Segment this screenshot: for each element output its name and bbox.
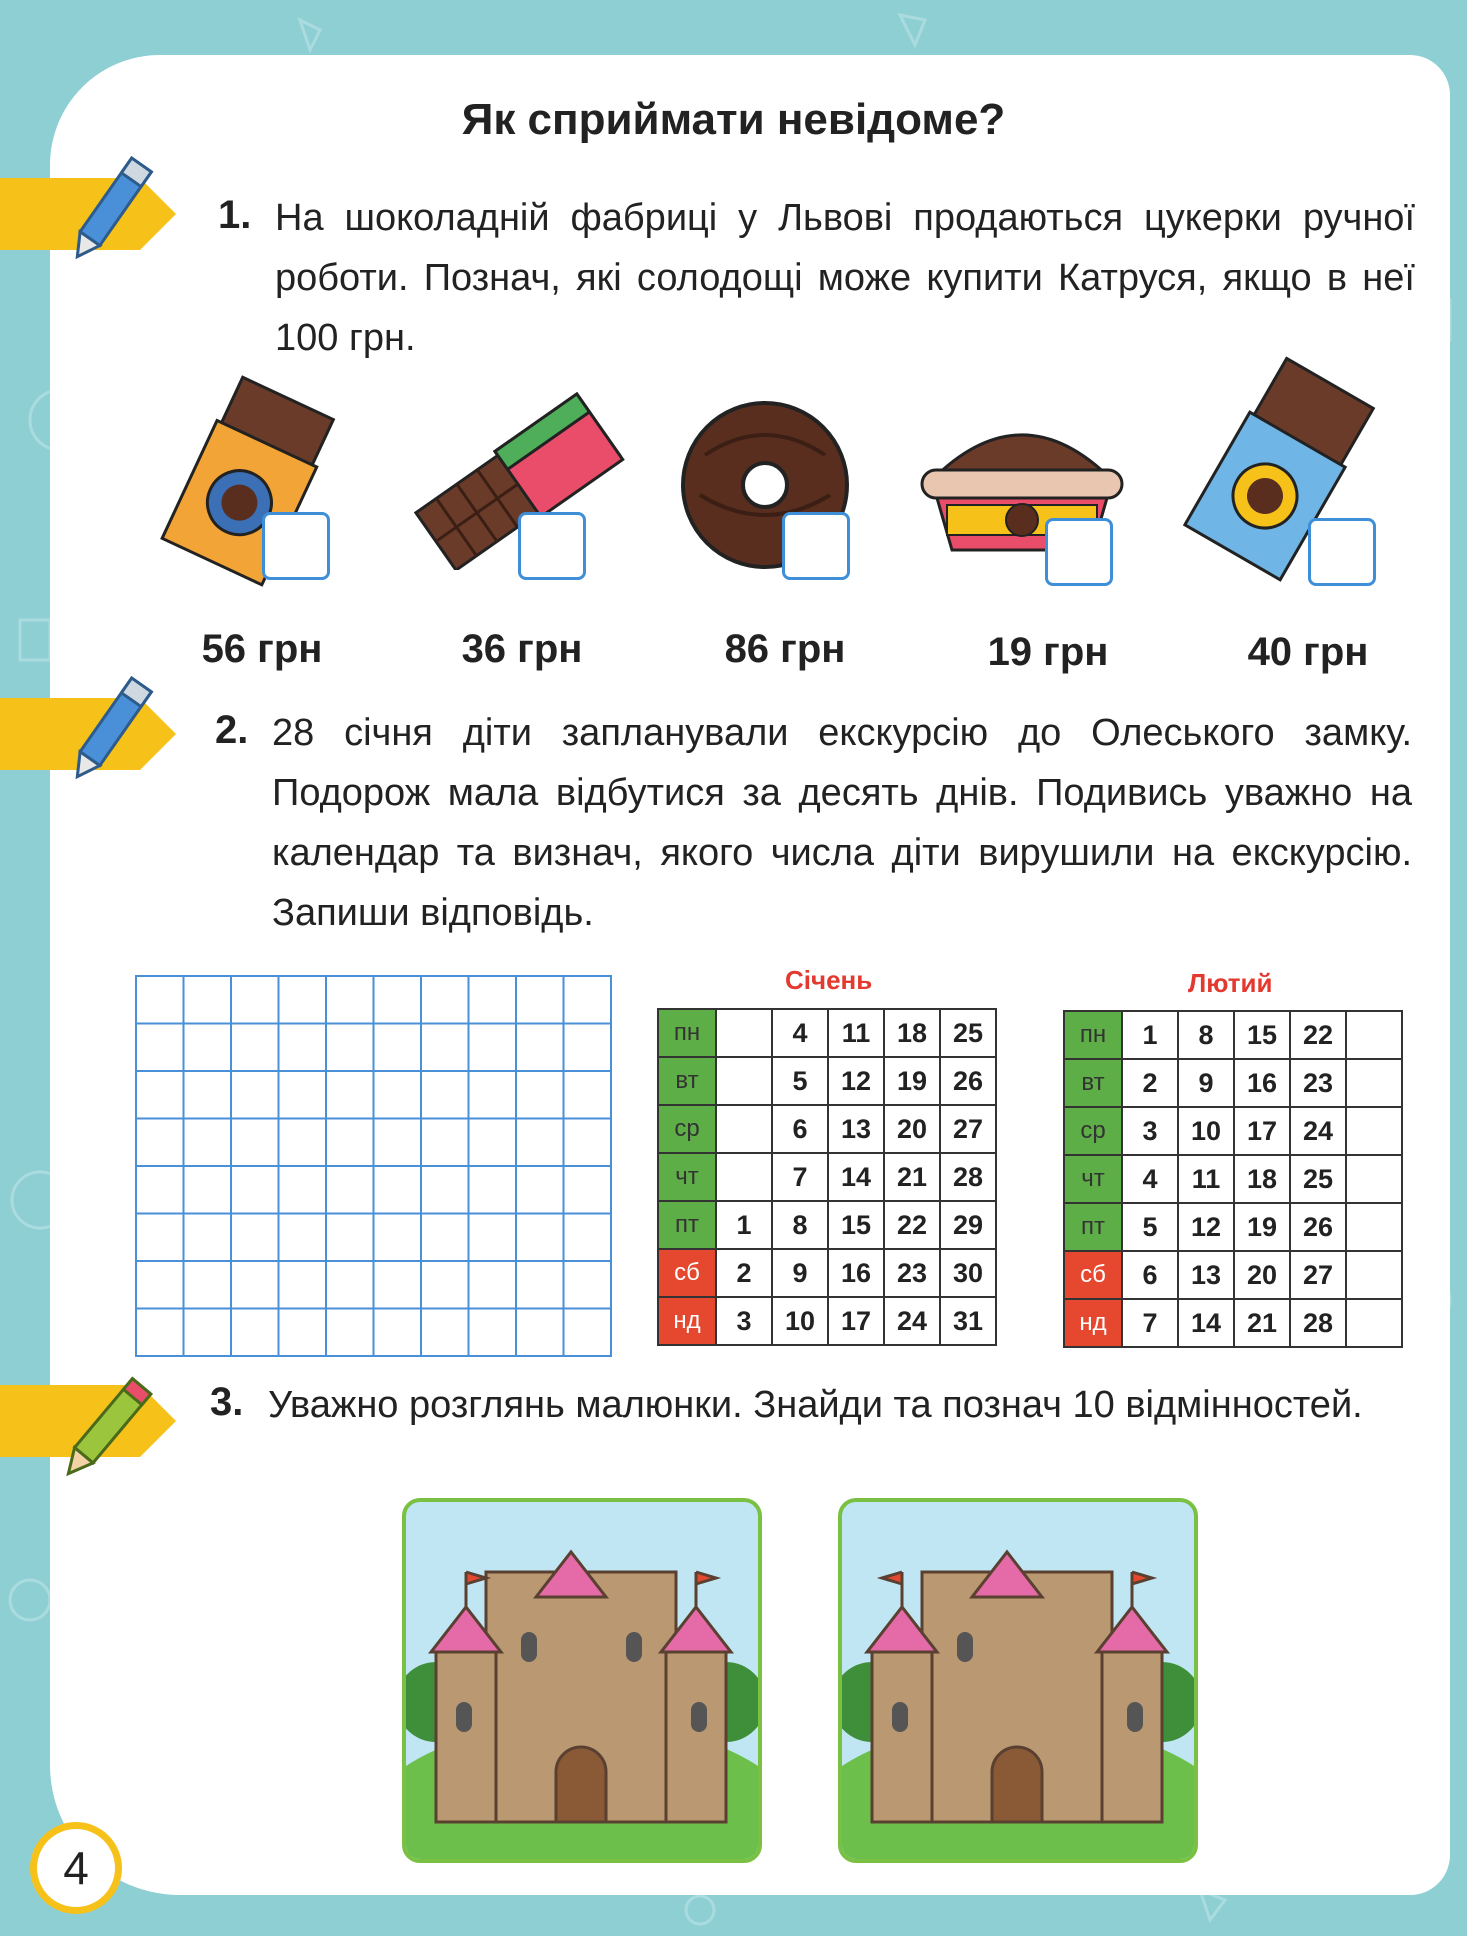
weekday-label: пн [658,1009,716,1057]
calendar-date-cell: 23 [1290,1059,1346,1107]
calendar-date-cell: 17 [828,1297,884,1345]
price-4: 19 грн [987,630,1109,674]
task2-text: 28 січня діти запланували екскурсію до Олеського замку. Подорож мала відбутися за десять днів. Подивись уважно на календар та визнач, якого числа діти вирушили на екскурсію. Запиши відповідь. [272,712,1412,934]
weekday-label: ср [658,1105,716,1153]
calendar-date-cell: 19 [884,1057,940,1105]
calendar-date-cell: 22 [884,1201,940,1249]
calendar-row [1064,1011,1402,1059]
calendar-date-cell: 12 [1178,1203,1234,1251]
calendar-january [657,1008,997,1346]
calendar-date-cell: 16 [828,1249,884,1297]
calendar-date-cell: 9 [1178,1059,1234,1107]
task3-text: Уважно розглянь малюнки. Знайди та познач 10 відмінностей. [268,1384,1363,1426]
calendar-date-cell: 24 [1290,1107,1346,1155]
calendar-date-cell: 24 [884,1297,940,1345]
weekday-label: нд [1064,1299,1122,1347]
calendar-date-cell: 21 [884,1153,940,1201]
calendar-row [658,1009,996,1057]
calendar-date-cell: 1 [1122,1011,1178,1059]
calendar-date-cell: 15 [828,1201,884,1249]
calendar-date-cell: 3 [716,1297,772,1345]
castle-illustration-right [842,1502,1194,1859]
page-number: 4 [30,1822,122,1914]
calendar-date-cell: 27 [1290,1251,1346,1299]
calendar-date-cell: 21 [1234,1299,1290,1347]
pen-icon [60,145,160,275]
calendar-date-cell [1346,1251,1402,1299]
calendar-date-cell [716,1105,772,1153]
page-title: Як сприймати невідоме? [461,95,1006,144]
price-1: 56 грн [201,627,323,671]
calendar-date-cell: 25 [940,1009,996,1057]
calendar-date-cell: 14 [828,1153,884,1201]
task2-number: 2. [215,708,249,752]
calendar-title-january: Січень [785,965,873,995]
pencil-icon [50,1365,160,1495]
calendar-date-cell: 4 [1122,1155,1178,1203]
calendar-row [1064,1059,1402,1107]
calendar-date-cell [1346,1155,1402,1203]
calendar-date-cell: 10 [772,1297,828,1345]
calendar-date-cell: 1 [716,1201,772,1249]
calendar-date-cell: 18 [884,1009,940,1057]
calendar-date-cell: 18 [1234,1155,1290,1203]
calendar-date-cell: 8 [772,1201,828,1249]
weekday-label: чт [658,1153,716,1201]
candy5-checkbox[interactable] [1308,518,1376,586]
calendar-february [1063,1010,1403,1348]
weekday-label: пт [1064,1203,1122,1251]
castle-picture-left[interactable] [402,1498,762,1863]
calendar-row [658,1153,996,1201]
calendar-date-cell: 31 [940,1297,996,1345]
calendar-date-cell [716,1009,772,1057]
calendar-date-cell: 10 [1178,1107,1234,1155]
calendar-row [658,1201,996,1249]
calendar-date-cell: 30 [940,1249,996,1297]
calendar-date-cell: 23 [884,1249,940,1297]
calendar-date-cell: 27 [940,1105,996,1153]
weekday-label: нд [658,1297,716,1345]
calendar-date-cell [716,1057,772,1105]
calendar-date-cell: 17 [1234,1107,1290,1155]
weekday-label: ср [1064,1107,1122,1155]
calendar-row [1064,1155,1402,1203]
calendar-date-cell: 12 [828,1057,884,1105]
calendar-row [658,1057,996,1105]
calendar-date-cell [1346,1203,1402,1251]
castle-picture-right[interactable] [838,1498,1198,1863]
calendar-date-cell [1346,1011,1402,1059]
calendar-date-cell: 16 [1234,1059,1290,1107]
calendar-date-cell: 2 [1122,1059,1178,1107]
answer-grid[interactable] [135,975,612,1357]
calendar-date-cell: 11 [1178,1155,1234,1203]
calendar-date-cell: 26 [940,1057,996,1105]
chocolate-bar-icon [395,390,635,570]
calendar-row [658,1297,996,1345]
weekday-label: сб [658,1249,716,1297]
calendar-date-cell [1346,1107,1402,1155]
price-3: 86 грн [724,627,846,671]
calendar-date-cell [1346,1299,1402,1347]
calendar-date-cell: 29 [940,1201,996,1249]
candy4-checkbox[interactable] [1045,518,1113,586]
calendar-date-cell: 5 [1122,1203,1178,1251]
calendar-date-cell: 26 [1290,1203,1346,1251]
calendar-row [1064,1203,1402,1251]
calendar-date-cell: 20 [884,1105,940,1153]
calendar-date-cell: 20 [1234,1251,1290,1299]
pen-icon [60,665,160,795]
calendar-row [1064,1107,1402,1155]
calendar-date-cell: 11 [828,1009,884,1057]
calendar-row [1064,1299,1402,1347]
calendar-date-cell: 6 [772,1105,828,1153]
weekday-label: пт [658,1201,716,1249]
calendar-date-cell: 19 [1234,1203,1290,1251]
candy3-checkbox[interactable] [782,512,850,580]
calendar-date-cell: 28 [1290,1299,1346,1347]
weekday-label: вт [1064,1059,1122,1107]
task1-number: 1. [218,193,252,237]
weekday-label: вт [658,1057,716,1105]
calendar-date-cell: 13 [1178,1251,1234,1299]
calendar-row [658,1105,996,1153]
calendar-date-cell: 28 [940,1153,996,1201]
task3-number: 3. [210,1380,244,1424]
calendar-date-cell: 2 [716,1249,772,1297]
calendar-date-cell [1346,1059,1402,1107]
calendar-row [658,1249,996,1297]
calendar-date-cell: 5 [772,1057,828,1105]
calendar-date-cell: 8 [1178,1011,1234,1059]
calendar-date-cell: 15 [1234,1011,1290,1059]
calendar-row [1064,1251,1402,1299]
calendar-date-cell: 25 [1290,1155,1346,1203]
weekday-label: чт [1064,1155,1122,1203]
calendar-date-cell: 14 [1178,1299,1234,1347]
calendar-date-cell: 7 [1122,1299,1178,1347]
calendar-date-cell: 4 [772,1009,828,1057]
calendar-date-cell: 9 [772,1249,828,1297]
weekday-label: сб [1064,1251,1122,1299]
calendar-date-cell: 22 [1290,1011,1346,1059]
calendar-date-cell: 7 [772,1153,828,1201]
candy2-checkbox[interactable] [518,512,586,580]
calendar-date-cell: 6 [1122,1251,1178,1299]
calendar-date-cell: 3 [1122,1107,1178,1155]
castle-illustration-left [406,1502,758,1859]
weekday-label: пн [1064,1011,1122,1059]
calendar-date-cell [716,1153,772,1201]
price-2: 36 грн [461,627,583,671]
calendar-title-february: Лютий [1188,968,1273,998]
candy1-checkbox[interactable] [262,512,330,580]
task1-text: На шоколадній фабриці у Львові продаються цукерки ручної роботи. Познач, які солодощі може купити Катруся, якщо в неї 100 грн. [275,197,1415,359]
calendar-date-cell: 13 [828,1105,884,1153]
price-5: 40 грн [1247,630,1369,674]
